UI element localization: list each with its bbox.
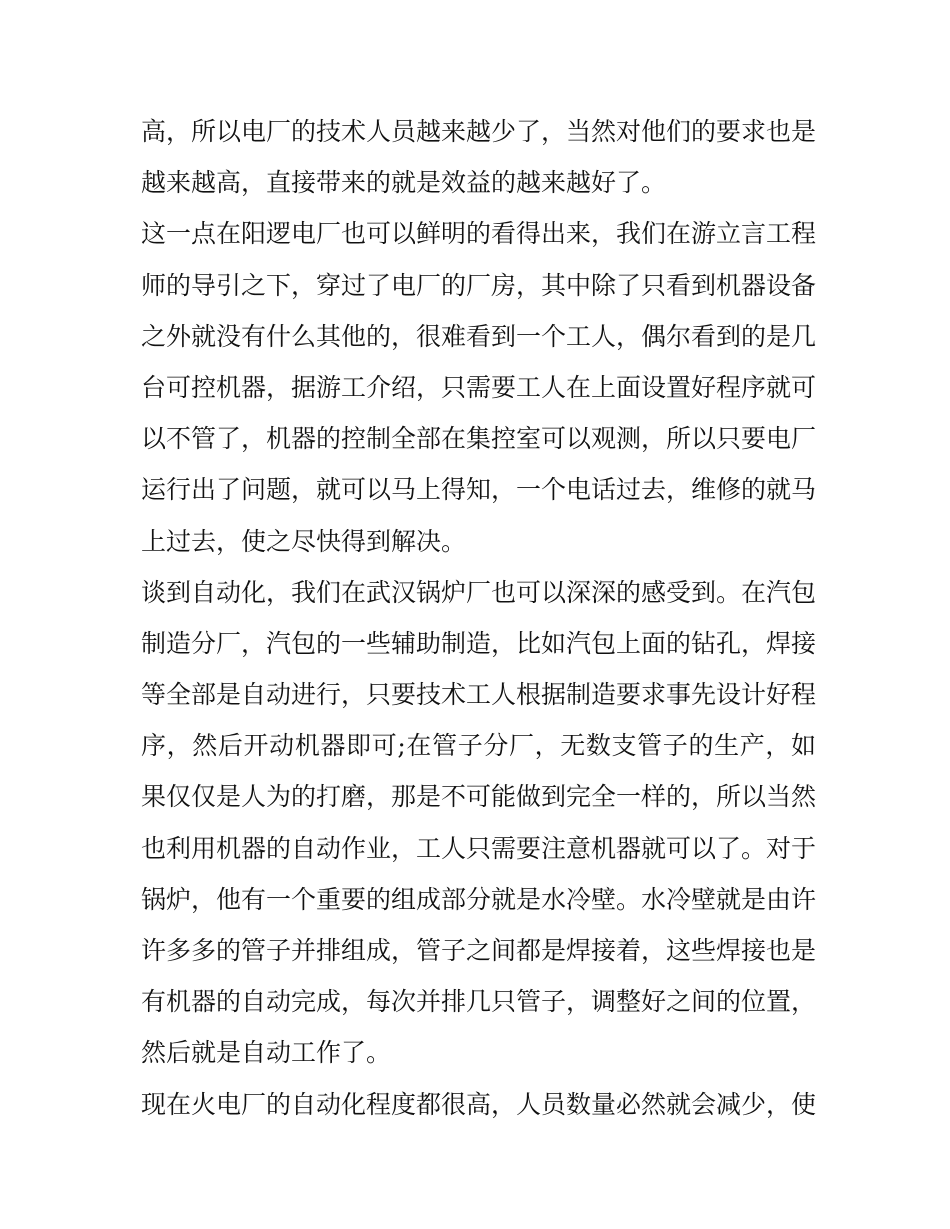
text-line: 现在火电厂的自动化程度都很高，人员数量必然就会减少，使 (141, 1089, 816, 1119)
text-line: 师的导引之下，穿过了电厂的厂房，其中除了只看到机器设备 (141, 270, 816, 300)
text-line: 谈到自动化，我们在武汉锅炉厂也可以深深的感受到。在汽包 (141, 577, 816, 607)
text-line: 序，然后开动机器即可;在管子分厂，无数支管子的生产，如 (141, 731, 816, 761)
text-line: 许多多的管子并排组成，管子之间都是焊接着，这些焊接也是 (141, 936, 816, 965)
text-line: 以不管了，机器的控制全部在集控室可以观测，所以只要电厂 (141, 424, 816, 454)
text-line: 这一点在阳逻电厂也可以鲜明的看得出来，我们在游立言工程 (141, 219, 816, 249)
text-line: 运行出了问题，就可以马上得知，一个电话过去，维修的就马 (141, 475, 816, 505)
text-line: 也利用机器的自动作业，工人只需要注意机器就可以了。对于 (141, 833, 816, 863)
text-line: 有机器的自动完成，每次并排几只管子，调整好之间的位置， (141, 987, 816, 1017)
text-line: 锅炉，他有一个重要的组成部分就是水冷壁。水冷壁就是由许 (141, 884, 816, 914)
text-line: 然后就是自动工作了。 (141, 1038, 392, 1068)
text-line: 越来越高，直接带来的就是效益的越来越好了。 (141, 168, 667, 198)
text-line: 之外就没有什么其他的，很难看到一个工人，偶尔看到的是几 (141, 321, 816, 351)
body-text (141, 106, 816, 1130)
text-line: 制造分厂，汽包的一些辅助制造，比如汽包上面的钻孔，焊接 (141, 628, 816, 658)
text-line: 果仅仅是人为的打磨，那是不可能做到完全一样的，所以当然 (141, 782, 816, 812)
text-line: 台可控机器，据游工介绍，只需要工人在上面设置好程序就可 (141, 372, 816, 402)
text-line: 上过去，使之尽快得到解决。 (141, 526, 467, 556)
text-line: 高，所以电厂的技术人员越来越少了，当然对他们的要求也是 (141, 117, 816, 146)
text-line: 等全部是自动进行，只要技术工人根据制造要求事先设计好程 (141, 680, 816, 710)
